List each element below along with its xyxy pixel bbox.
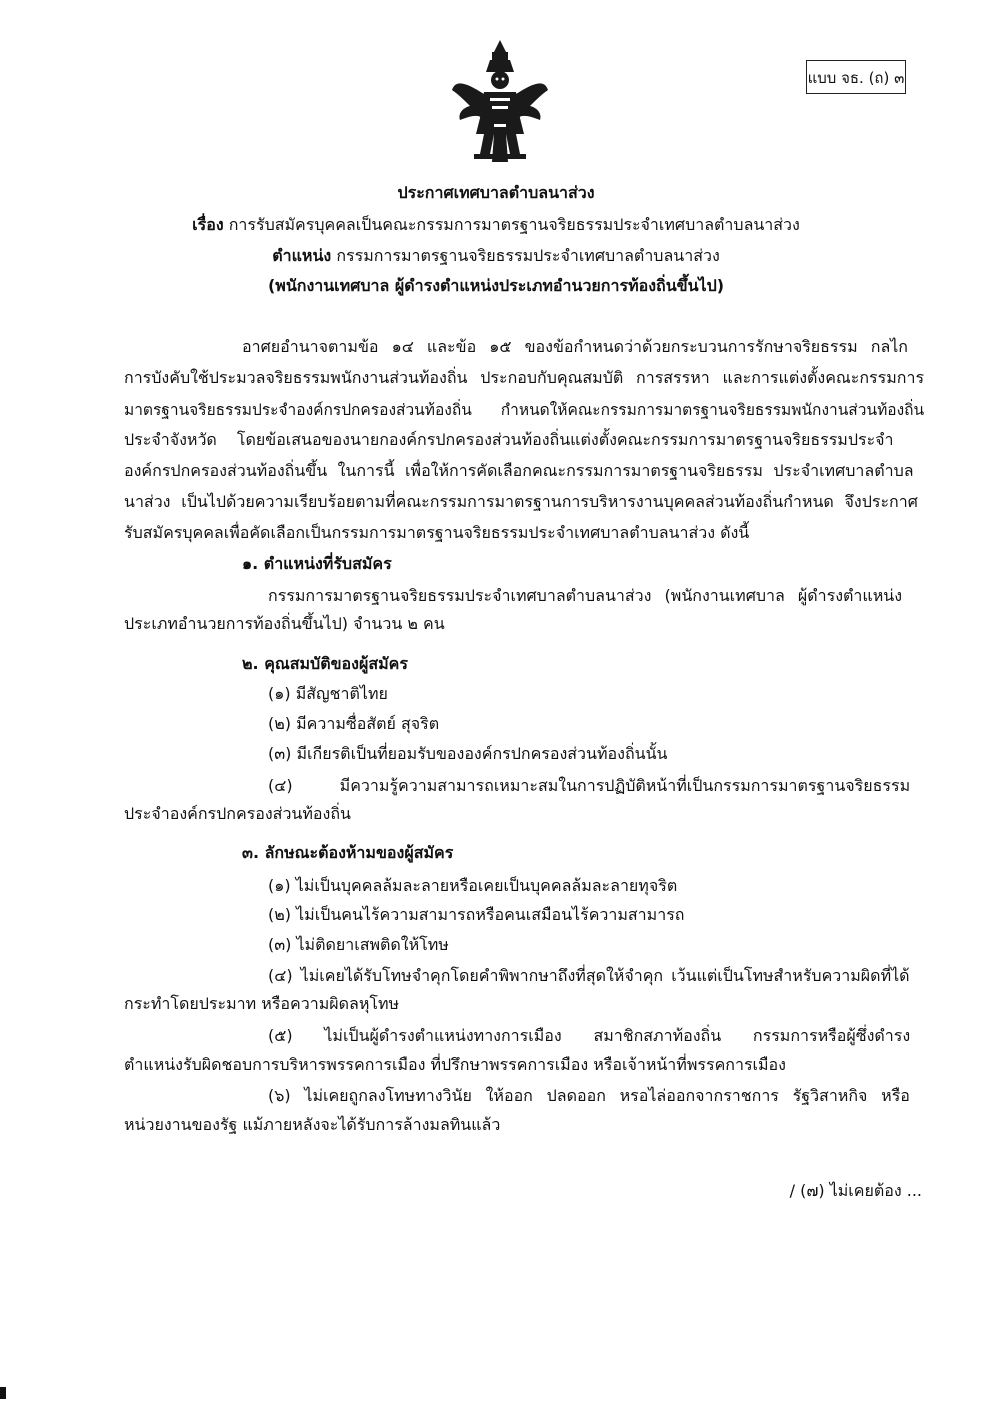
- position-label: ตำแหน่ง: [272, 246, 332, 265]
- form-number-box: แบบ จธ. (ถ) ๓: [806, 60, 906, 94]
- intro-line: องค์กรปกครองส่วนท้องถิ่นขึ้น ในการนี้ เพื่อให้การคัดเลือกคณะกรรมการมาตรฐานจริยธรรม ประจำเทศบาลตำบล: [124, 461, 914, 480]
- qualification-item-cont: ประจำองค์กรปกครองส่วนท้องถิ่น: [124, 804, 351, 823]
- subject-text: การรับสมัครบุคคลเป็นคณะกรรมการมาตรฐานจริยธรรมประจำเทศบาลตำบลนาส่วง: [228, 215, 800, 234]
- prohibition-item-cont: ตำแหน่งรับผิดชอบการบริหารพรรคการเมือง ที่ปรึกษาพรรคการเมือง หรือเจ้าหน้าที่พรรคการเมือง: [124, 1055, 786, 1074]
- position-note: (พนักงานเทศบาล ผู้ดำรงตำแหน่งประเภทอำนวยการท้องถิ่นขึ้นไป): [267, 276, 725, 295]
- prohibition-item: (๔) ไม่เคยได้รับโทษจำคุกโดยคำพิพากษาถึงที่สุดให้จำคุก เว้นแต่เป็นโทษสำหรับความผิดที่ได้: [268, 966, 910, 985]
- scan-edge-mark: [0, 1387, 6, 1399]
- position-text: กรรมการมาตรฐานจริยธรรมประจำเทศบาลตำบลนาส่วง: [336, 246, 720, 265]
- section1-heading: ๑. ตำแหน่งที่รับสมัคร: [242, 554, 392, 573]
- garuda-emblem-icon: [450, 38, 550, 168]
- section2-heading: ๒. คุณสมบัติของผู้สมัคร: [242, 654, 408, 673]
- prohibition-item: (๓) ไม่ติดยาเสพติดให้โทษ: [268, 935, 449, 954]
- qualification-item: (๒) มีความซื่อสัตย์ สุจริต: [268, 714, 440, 733]
- prohibition-item: (๖) ไม่เคยถูกลงโทษทางวินัย ให้ออก ปลดออก หรอไล่ออกจากราชการ รัฐวิสาหกิจ หรือ: [268, 1086, 910, 1105]
- intro-line: การบังคับใช้ประมวลจริยธรรมพนักงานส่วนท้องถิ่น ประกอบกับคุณสมบัติ การสรรหา และการแต่งตั้งคณะกรรมการ: [124, 368, 925, 387]
- intro-line: ประจำจังหวัด โดยข้อเสนอของนายกองค์กรปกครองส่วนท้องถิ่นแต่งตั้งคณะกรรมการมาตรฐานจริยธรรมประจำ: [124, 430, 894, 449]
- subject-label: เรื่อง: [192, 215, 224, 234]
- subject-line: [0, 213, 992, 238]
- section3-heading: ๓. ลักษณะต้องห้ามของผู้สมัคร: [242, 843, 454, 862]
- section1-line: ประเภทอำนวยการท้องถิ่นขึ้นไป) จำนวน ๒ คน: [124, 614, 445, 633]
- qualification-item: (๑) มีสัญชาติไทย: [268, 684, 388, 703]
- intro-line: รับสมัครบุคคลเพื่อคัดเลือกเป็นกรรมการมาตรฐานจริยธรรมประจำเทศบาลตำบลนาส่วง ดังนี้: [124, 523, 750, 542]
- intro-line: อาศยอำนาจตามข้อ ๑๔ และข้อ ๑๕ ของข้อกำหนดว่าด้วยกระบวนการรักษาจริยธรรม กลไก: [242, 337, 908, 356]
- announcement-title: ประกาศเทศบาลตำบลนาส่วง: [397, 183, 595, 202]
- qualification-item: (๓) มีเกียรติเป็นที่ยอมรับขององค์กรปกครองส่วนท้องถิ่นนั้น: [268, 744, 668, 763]
- intro-line: มาตรฐานจริยธรรมประจำองค์กรปกครองส่วนท้องถิ่น กำหนดให้คณะกรรมการมาตรฐานจริยธรรมพนักงานส่วนท้องถิ่น: [124, 401, 925, 419]
- prohibition-item: (๑) ไม่เป็นบุคคลล้มละลายหรือเคยเป็นบุคคลล้มละลายทุจริต: [268, 876, 678, 895]
- continued-marker: / (๗) ไม่เคยต้อง ...: [789, 1181, 922, 1200]
- prohibition-item: (๕) ไม่เป็นผู้ดำรงตำแหน่งทางการเมือง สมาชิกสภาท้องถิ่น กรรมการหรือผู้ซึ่งดำรง: [268, 1026, 911, 1045]
- position-line: [0, 244, 992, 269]
- prohibition-item: (๒) ไม่เป็นคนไร้ความสามารถหรือคนเสมือนไร้ความสามารถ: [268, 905, 685, 924]
- qualification-item: (๔) มีความรู้ความสามารถเหมาะสมในการปฏิบัติหน้าที่เป็นกรรมการมาตรฐานจริยธรรม: [268, 776, 911, 795]
- intro-line: นาส่วง เป็นไปด้วยความเรียบร้อยตามที่คณะกรรมการมาตรฐานการบริหารงานบุคคลส่วนท้องถิ่นกำหนด จึงประกาศ: [124, 492, 918, 511]
- prohibition-item-cont: หน่วยงานของรัฐ แม้ภายหลังจะได้รับการล้างมลทินแล้ว: [124, 1115, 501, 1134]
- prohibition-item-cont: กระทำโดยประมาท หรือความผิดลหุโทษ: [124, 994, 400, 1013]
- section1-line: กรรมการมาตรฐานจริยธรรมประจำเทศบาลตำบลนาส่วง (พนักงานเทศบาล ผู้ดำรงตำแหน่ง: [268, 586, 903, 605]
